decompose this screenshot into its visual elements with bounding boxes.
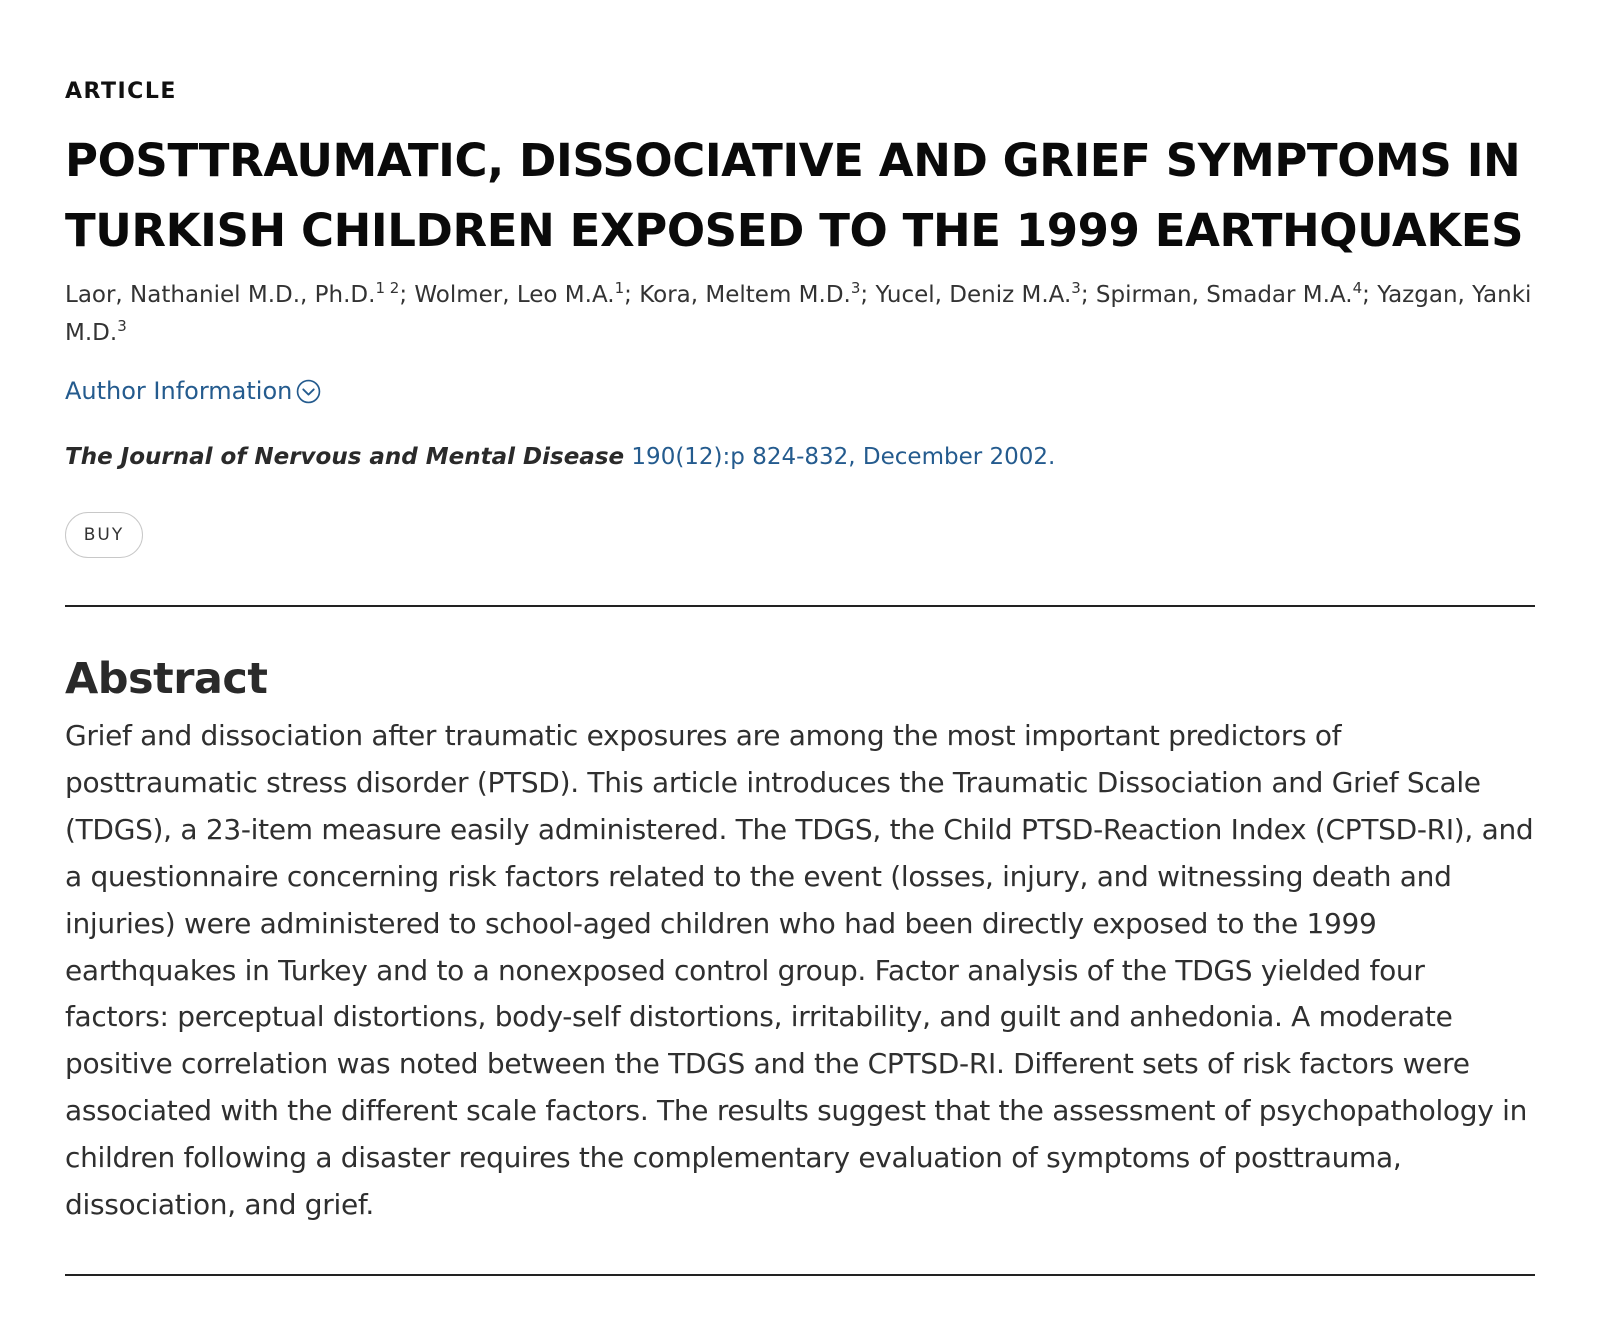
author-name[interactable]: Yucel, Deniz M.A. <box>875 282 1072 308</box>
author-name[interactable]: Laor, Nathaniel M.D., Ph.D. <box>65 282 376 308</box>
author-list <box>65 276 1565 352</box>
author-name[interactable]: Kora, Meltem M.D. <box>639 282 851 308</box>
article-title: POSTTRAUMATIC, DISSOCIATIVE AND GRIEF SYMPTOMS IN TURKISH CHILDREN EXPOSED TO THE 1999 EARTHQUAKES <box>65 134 1524 257</box>
author-affiliation-marker: 3 <box>117 317 127 335</box>
author-affiliation-marker: 4 <box>1352 279 1363 297</box>
divider <box>65 605 1535 607</box>
chevron-down-circle-icon <box>296 379 321 404</box>
author-affiliation-marker: 3 <box>850 279 861 297</box>
citation-line <box>65 444 1055 470</box>
article-type-label: ARTICLE <box>65 79 177 104</box>
author-affiliation-marker: 1 2 <box>375 279 400 297</box>
buy-button[interactable]: BUY <box>65 512 143 558</box>
author-name[interactable]: Wolmer, Leo M.A. <box>414 282 615 308</box>
divider <box>65 1274 1535 1276</box>
author-separator: ; <box>624 282 640 308</box>
author-information-label: Author Information <box>65 377 293 405</box>
author-affiliation-marker: 1 <box>614 279 625 297</box>
abstract-text: Grief and dissociation after traumatic exposures are among the most important predictors of posttraumatic stress disorder (PTSD). This article introduces the Traumatic Dissociation and Grief Scale (TDGS), a 23-item measure easily administered. The TDGS, the Child PTSD-Reaction Index (CPTSD-RI), and a questionnaire concerning risk factors related to the event (losses, injury, and witnessing death and injuries) were administered to school-aged children who had been directly exposed to the 1999 earthquakes in Turkey and to a nonexposed control group. Factor analysis of the TDGS yielded four factors: perceptual distortions, body-self distortions, irritability, and guilt and anhedonia. A moderate positive correlation was noted between the TDGS and the CPTSD-RI. Different sets of risk factors were associated with the different scale factors. The results suggest that the assessment of psychopathology in children following a disaster requires the complementary evaluation of symptoms of posttrauma, dissociation, and grief. <box>65 719 1534 1222</box>
author-separator: ; <box>1080 282 1096 308</box>
author-separator: ; <box>860 282 876 308</box>
author-separator: ; <box>1362 282 1378 308</box>
author-name[interactable]: Spirman, Smadar M.A. <box>1095 282 1353 308</box>
author-name[interactable]: Yazgan, Yanki M.D. <box>65 282 1532 346</box>
journal-name: The Journal of Nervous and Mental Disease <box>65 444 625 470</box>
abstract-heading: Abstract <box>65 654 268 704</box>
citation-link[interactable]: 190(12):p 824-832, December 2002. <box>631 444 1056 470</box>
author-separator: ; <box>399 282 415 308</box>
author-affiliation-marker: 3 <box>1071 279 1081 297</box>
author-information-toggle[interactable] <box>65 377 321 405</box>
